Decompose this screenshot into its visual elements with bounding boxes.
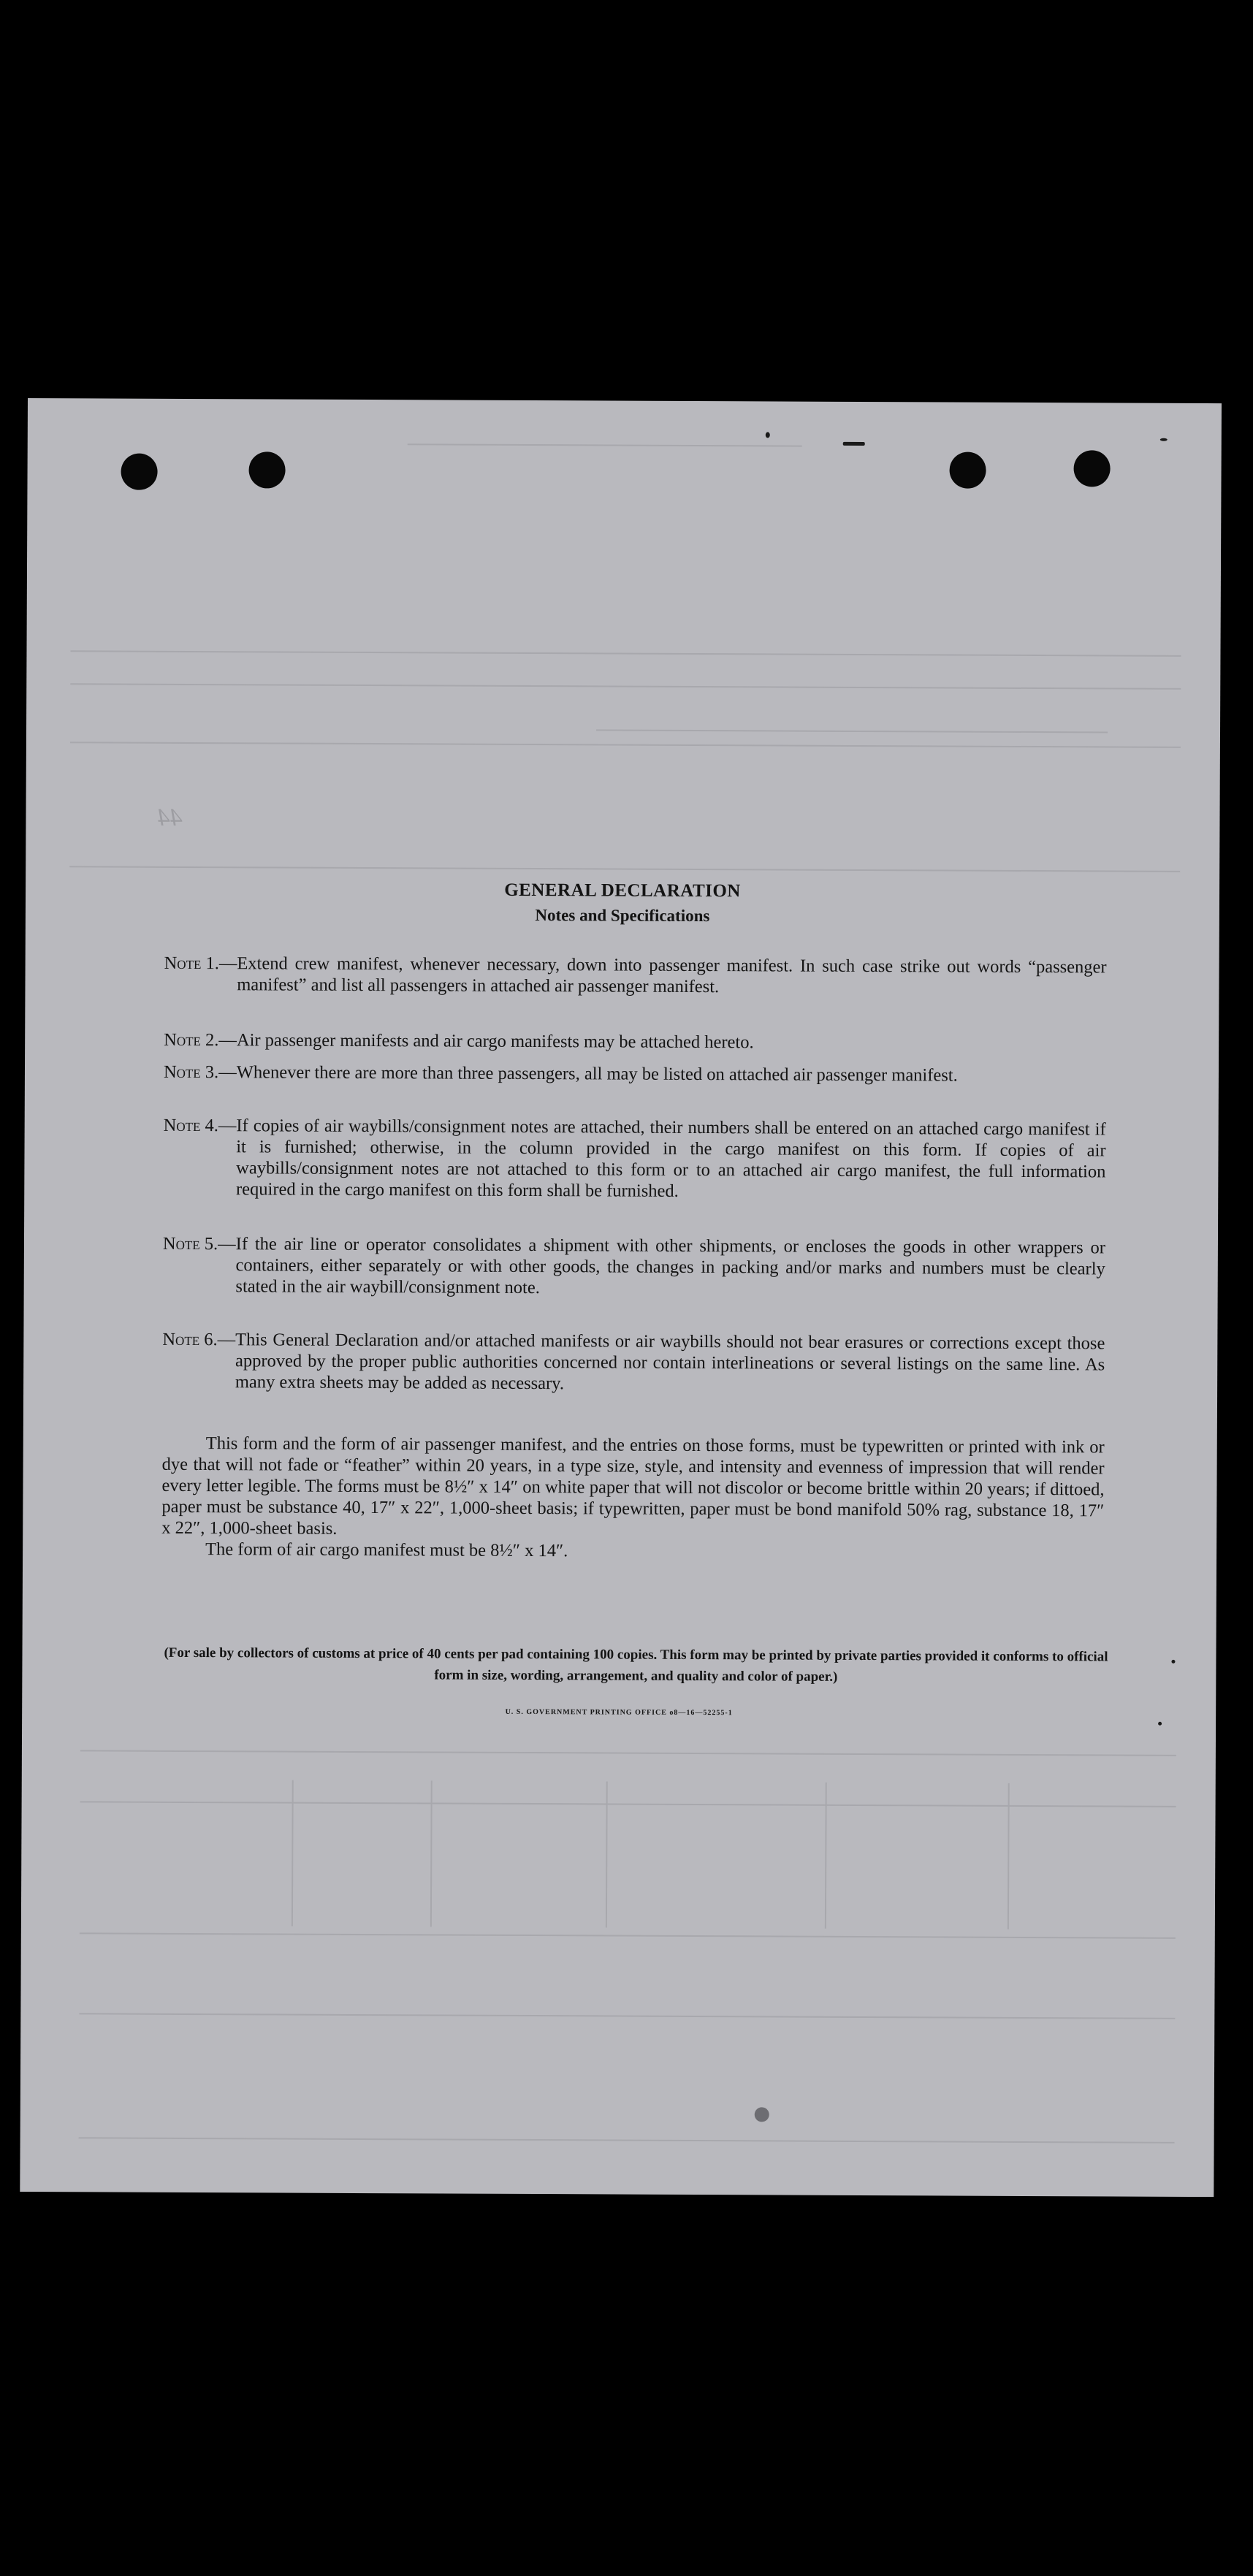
ink-dot bbox=[766, 432, 770, 438]
note-dash: — bbox=[218, 1234, 236, 1254]
note-text: Whenever there are more than three passengers, all may be listed on attached air passenger manifest. bbox=[236, 1062, 958, 1086]
specifications-paragraph: This form and the form of air passenger manifest, and the entries on those forms, must be typewritten or printed with ink or dye that will not fade or “feather” within 20 years, in a type size, style, and intensity and evenness of impression that will render every letter legible. The forms must be 8½″ x 14″ on white paper that will not discolor or become brittle within 20 years; if dittoed, paper must be substance 40, 17″ x 22″, 1,000-sheet basis; if typewritten, paper must be bond manifold 50% rag, substance 18, 17″ x 22″, 1,000-sheet basis. bbox=[161, 1433, 1105, 1539]
note-text: If the air line or operator consolidates a shipment with other shipments, or encloses the goods in other wrappers or containers, either separately or with other goods, the changes in packing and/or marks and numbers must be clearly stated in the air waybill/consignment note. bbox=[235, 1234, 1105, 1298]
note-label: Note 1. bbox=[164, 953, 219, 974]
document-page bbox=[20, 398, 1222, 2197]
note-2 bbox=[164, 1029, 1106, 1055]
note-5 bbox=[163, 1233, 1105, 1301]
note-dash: — bbox=[217, 1330, 236, 1350]
ink-dot bbox=[1160, 438, 1168, 441]
note-label: Note 4. bbox=[163, 1115, 218, 1136]
ink-dot bbox=[1171, 1660, 1175, 1664]
note-4 bbox=[163, 1115, 1105, 1204]
note-dash: — bbox=[218, 1030, 237, 1051]
note-text: This General Declaration and/or attached manifests or air waybills should not bear erasures or corrections except those approved by the proper public authorities concerned nor contain interlineations or several listings on the same line. As many extra sheets may be added as necessary. bbox=[235, 1330, 1105, 1394]
page-subtitle: Notes and Specifications bbox=[535, 906, 710, 926]
note-label: Note 3. bbox=[163, 1062, 219, 1083]
notes-content bbox=[20, 398, 1222, 2197]
page-title: GENERAL DECLARATION bbox=[504, 880, 741, 902]
note-dash: — bbox=[218, 953, 237, 974]
ink-dot bbox=[1158, 1722, 1162, 1726]
note-3 bbox=[164, 1062, 1106, 1087]
handwritten-mark: 44 bbox=[157, 804, 183, 831]
printing-office-imprint: U. S. GOVERNMENT PRINTING OFFICE o8—16—52255-1 bbox=[505, 1707, 733, 1718]
cargo-manifest-size-note: The form of air cargo manifest must be 8½″ x 14″. bbox=[205, 1539, 568, 1561]
note-6 bbox=[162, 1329, 1105, 1397]
note-label: Note 5. bbox=[162, 1233, 218, 1254]
note-label: Note 2. bbox=[164, 1029, 219, 1051]
ink-dot bbox=[843, 442, 865, 446]
note-label: Note 6. bbox=[162, 1329, 218, 1350]
ink-dot bbox=[755, 2107, 769, 2122]
note-dash: — bbox=[218, 1116, 237, 1136]
sale-note: (For sale by collectors of customs at price of 40 cents per pad containing 100 copies. This form may be printed by private parties provided it conforms to official form in size, wording, arrangement, and quality and color of paper.) bbox=[164, 1645, 1108, 1685]
note-dash: — bbox=[218, 1062, 237, 1083]
note-text: If copies of air waybills/consignment notes are attached, their numbers shall be entered on an attached cargo manifest if it is furnished; otherwise, in the column provided in the cargo manifest on this form. If copies of air waybills/consignment notes are not attached to this form or to an attached air cargo manifest, the full information required in the cargo manifest on this form shall be furnished. bbox=[235, 1116, 1106, 1201]
note-1 bbox=[164, 953, 1106, 999]
note-text: Extend crew manifest, whenever necessary, down into passenger manifest. In such case strike out words “passenger manifest” and list all passengers in attached air passenger manifest. bbox=[237, 953, 1107, 997]
note-text: Air passenger manifests and air cargo manifests may be attached hereto. bbox=[236, 1030, 754, 1053]
